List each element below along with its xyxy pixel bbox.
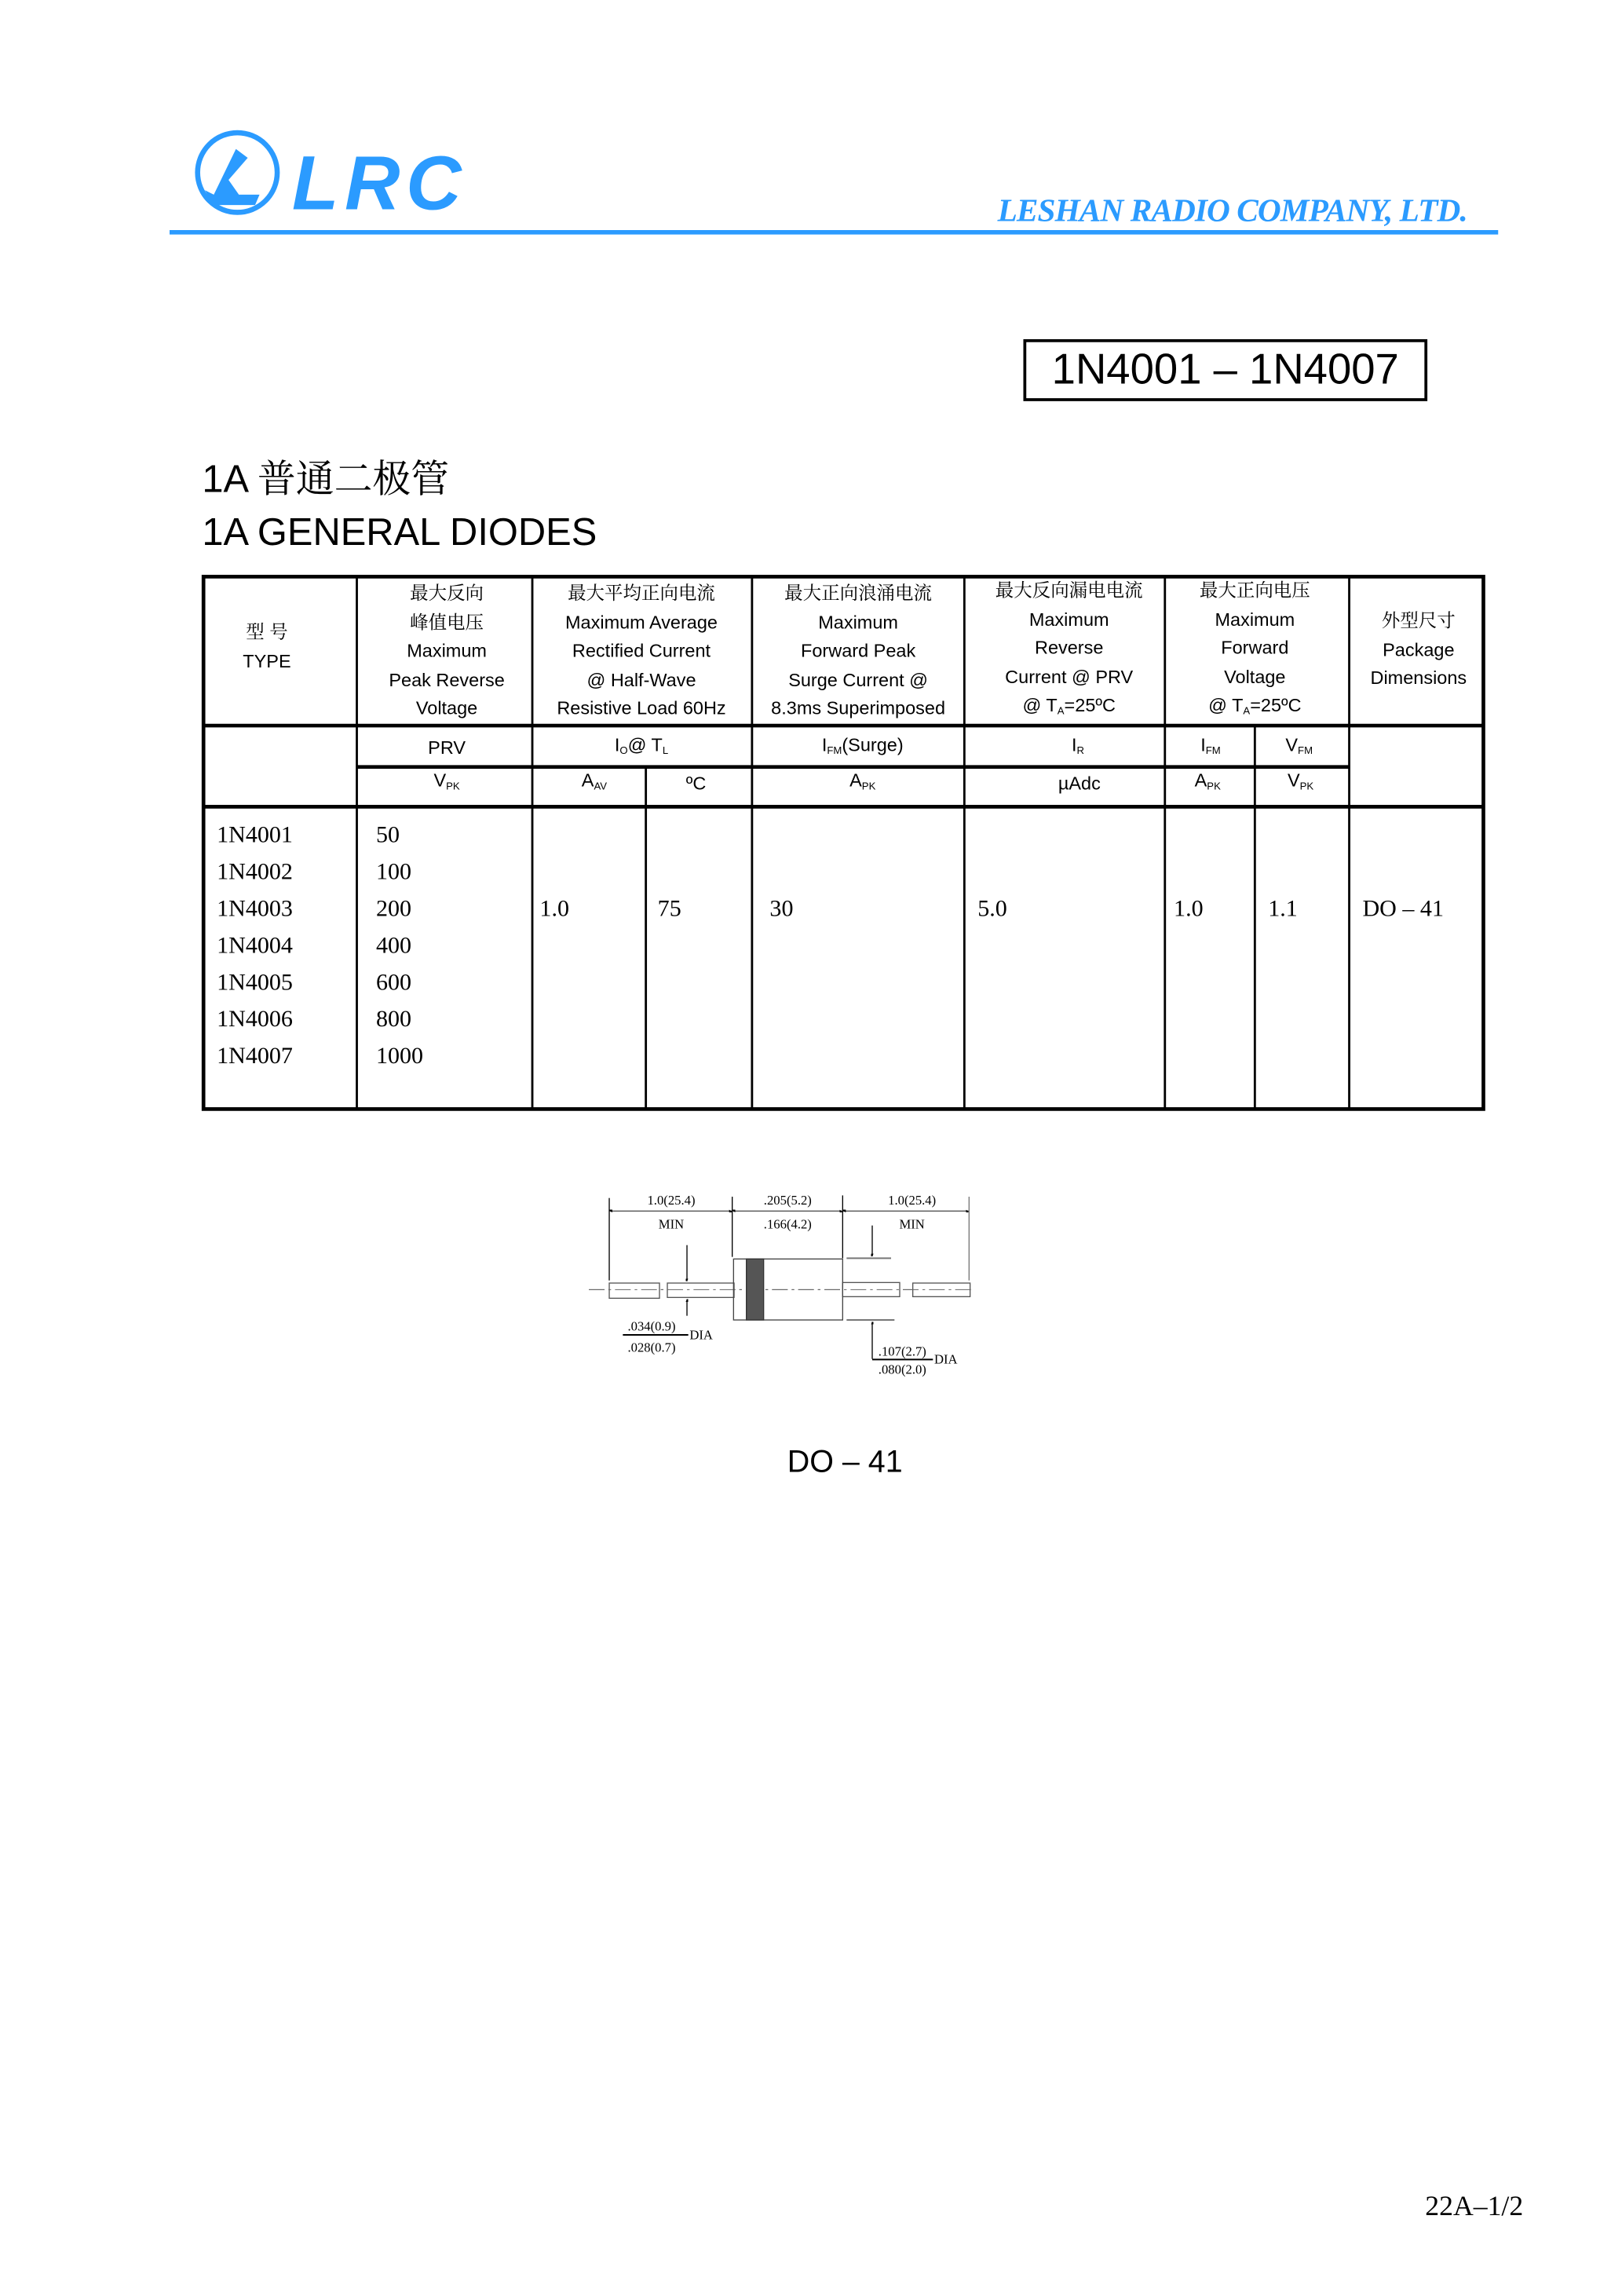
symbol-ir: $I_R$	[1071, 734, 1084, 757]
prv-column	[376, 817, 423, 1076]
symbol-ifsm: $I_{FM}(Surge)$	[821, 734, 904, 757]
subtitle-cn: 1A 普通二极管	[202, 456, 450, 501]
symbol-ifm: $I_{FM}$	[1200, 734, 1221, 757]
symbol-vfm: $V_{FM}$	[1285, 734, 1313, 757]
unit-degc: ºC	[685, 773, 707, 794]
unit-vpk-vfm: $V_{PK}$	[1287, 770, 1314, 793]
table-row-type: 1N4001	[217, 823, 293, 848]
table-row-type: 1N4007	[217, 1044, 293, 1069]
value-package: DO – 41	[1362, 896, 1444, 922]
table-row-type: 1N4006	[217, 1007, 293, 1033]
lead-length-label-right: 1.0(25.4)	[888, 1192, 937, 1208]
header-type: 型 号 TYPE	[243, 621, 291, 671]
lead-dia-label: DIA	[689, 1327, 713, 1343]
header-avg-current: 最大平均正向电流 Maximum Average Rectified Current @ Half-Wave Resistive Load 60Hz	[557, 583, 726, 719]
symbol-prv: PRV	[428, 737, 466, 759]
diagram-caption: DO – 41	[787, 1445, 903, 1479]
value-ifm: 1.0	[1174, 896, 1204, 922]
lead-length-label: 1.0(25.4)	[647, 1192, 696, 1208]
do41-package-drawing	[581, 1178, 1099, 1406]
unit-vpk: $V_{PK}$	[433, 770, 460, 793]
body-length-min: .166(4.2)	[763, 1216, 812, 1232]
lead-min-label-right: MIN	[899, 1216, 925, 1232]
lead-dia-max: .034(0.9)	[627, 1318, 676, 1334]
part-range-title: 1N4001 – 1N4007	[1051, 345, 1399, 393]
unit-apk-ifm: $A_{PK}$	[1194, 770, 1221, 793]
header-reverse-current: 最大反向漏电电流 Maximum Reverse Current @ PRV @ $T_A=25ºC$	[995, 579, 1143, 718]
lead-min-label: MIN	[658, 1216, 685, 1232]
table-row-prv: 1000	[375, 1044, 424, 1069]
subtitle-en: 1A GENERAL DIODES	[202, 509, 597, 554]
page-number: 22A–1/2	[1425, 2192, 1524, 2223]
value-ir: 5.0	[977, 896, 1007, 922]
type-column	[217, 817, 293, 1076]
body-dia-label: DIA	[933, 1351, 958, 1366]
table-row-prv: 400	[375, 933, 412, 959]
symbol-io-tl: $I_O@$ $T_L$	[614, 734, 669, 757]
value-vfm: 1.1	[1268, 896, 1298, 922]
value-io: 1.0	[539, 896, 569, 922]
body-length-max: .205(5.2)	[763, 1192, 812, 1208]
unit-apk: $A_{PK}$	[849, 770, 876, 793]
lead-dia-min: .028(0.7)	[627, 1339, 676, 1355]
table-row-type: 1N4002	[217, 859, 293, 885]
table-row-type: 1N4003	[217, 896, 293, 922]
table-row-prv: 50	[375, 823, 400, 848]
value-ifsm: 30	[769, 896, 794, 922]
table-row-prv: 800	[375, 1007, 412, 1033]
body-dia-max: .107(2.7)	[878, 1343, 926, 1358]
table-row-type: 1N4005	[217, 970, 293, 996]
header-forward-voltage: 最大正向电压 Maximum Forward Voltage @ $T_A=25ºC$	[1199, 579, 1310, 718]
svg-text:LRC: LRC	[291, 140, 468, 221]
unit-aav: $A_{AV}$	[581, 770, 608, 793]
table-row-prv: 200	[375, 896, 412, 922]
header-surge-current: 最大正向浪涌电流 Maximum Forward Peak Surge Current @ 8.3ms Superimposed	[771, 583, 946, 719]
body-dia-min: .080(2.0)	[878, 1362, 926, 1377]
header-package: 外型尺寸 Package Dimensions	[1370, 610, 1467, 689]
value-tl: 75	[657, 896, 681, 922]
table-row-prv: 600	[375, 970, 412, 996]
unit-uadc: µAdc	[1058, 773, 1101, 794]
table-row-type: 1N4004	[217, 933, 293, 959]
header-prv: 最大反向 峰值电压 Maximum Peak Reverse Voltage	[389, 583, 505, 719]
table-row-prv: 100	[375, 859, 412, 885]
company-name: LESHAN RADIO COMPANY, LTD.	[997, 192, 1467, 229]
